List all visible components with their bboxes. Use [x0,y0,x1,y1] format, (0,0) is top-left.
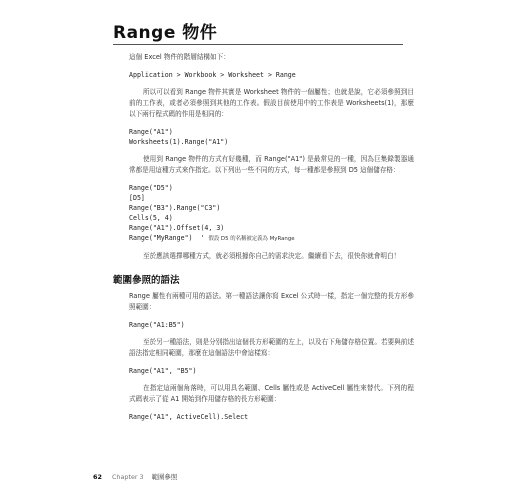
section-heading: 範圍參照的語法 [113,275,180,286]
paragraph-syntax: Range 屬性有兩種可用的語法。第一種語法讓你寫 Excel 公式時一樣，指定一個完整的長方形參照範圍： [129,292,414,311]
code-range-rect: Range("A1:B5") [129,321,185,329]
chapter-label: Chapter 3 [111,473,144,481]
code-line: [D5] [129,194,145,202]
code-line: Range("A1").Offset(4, 3) [129,224,225,232]
paragraph-named: 在指定這兩個角落時，可以用具名範圍、Cells 屬性或是 ActiveCell 屬性來替代。下列的程式碼表示了從 A1 開始到作用儲存格的長方形範圍： [129,384,414,403]
code-line: Range("B3").Range("C3") [129,204,221,212]
code-line [129,233,414,244]
code-line: Range("D5") [129,184,173,192]
code-line: Cells(5, 4) [129,214,173,222]
code-hierarchy: Application > Workbook > Worksheet > Range [129,71,296,79]
page-content [113,52,414,429]
paragraph-worksheet: 所以可以看到 Range 物件其實是 Worksheet 物件的一個屬性；也就是說，它必須參照到目前的工作表，或者必須參照到其他的工作表。假設目前使用中的工作表是 Worksheets(1)，那麼以下兩行程式碼的作用是相同的： [129,88,414,118]
code-d5-examples [129,183,414,244]
page-number: 62 [93,473,102,481]
code-activecell: Range("A1", ActiveCell).Select [129,413,249,421]
code-worksheets: Range("A1") Worksheets(1).Range("A1") [129,128,229,146]
paragraph-corners: 至於另一種語法，則是分別指出這個長方形範圍的左上，以及右下角儲存格位置。若要與前述語法指定相同範圍，那麼在這個語法中會這樣寫： [129,338,414,357]
code-range-corners: Range("A1", "B5") [129,367,197,375]
paragraph-range-ways: 使用到 Range 物件的方式有好幾種，而 Range("A1") 是最常見的一種，因為巨集錄製器通常都是用這種方式來作指定。以下列出一些不同的方式，每一種都是參照到 D5 這個儲存格： [129,155,414,174]
code-line-text: Range("MyRange") ' [129,234,205,242]
page-footer [93,472,177,481]
title-rule [113,44,403,45]
paragraph-intro: 這個 Excel 物件的階層結構如下： [129,53,230,61]
page-title: Range 物件 [113,23,218,43]
paragraph-choice: 至於應該選擇哪種方式，就必須根據你自己的需求決定。繼續看下去，很快你就會明白！ [143,252,401,260]
code-comment: 假設 D5 的名稱被定義為 MyRange [208,236,295,242]
chapter-title: 範圍參照 [151,473,178,481]
